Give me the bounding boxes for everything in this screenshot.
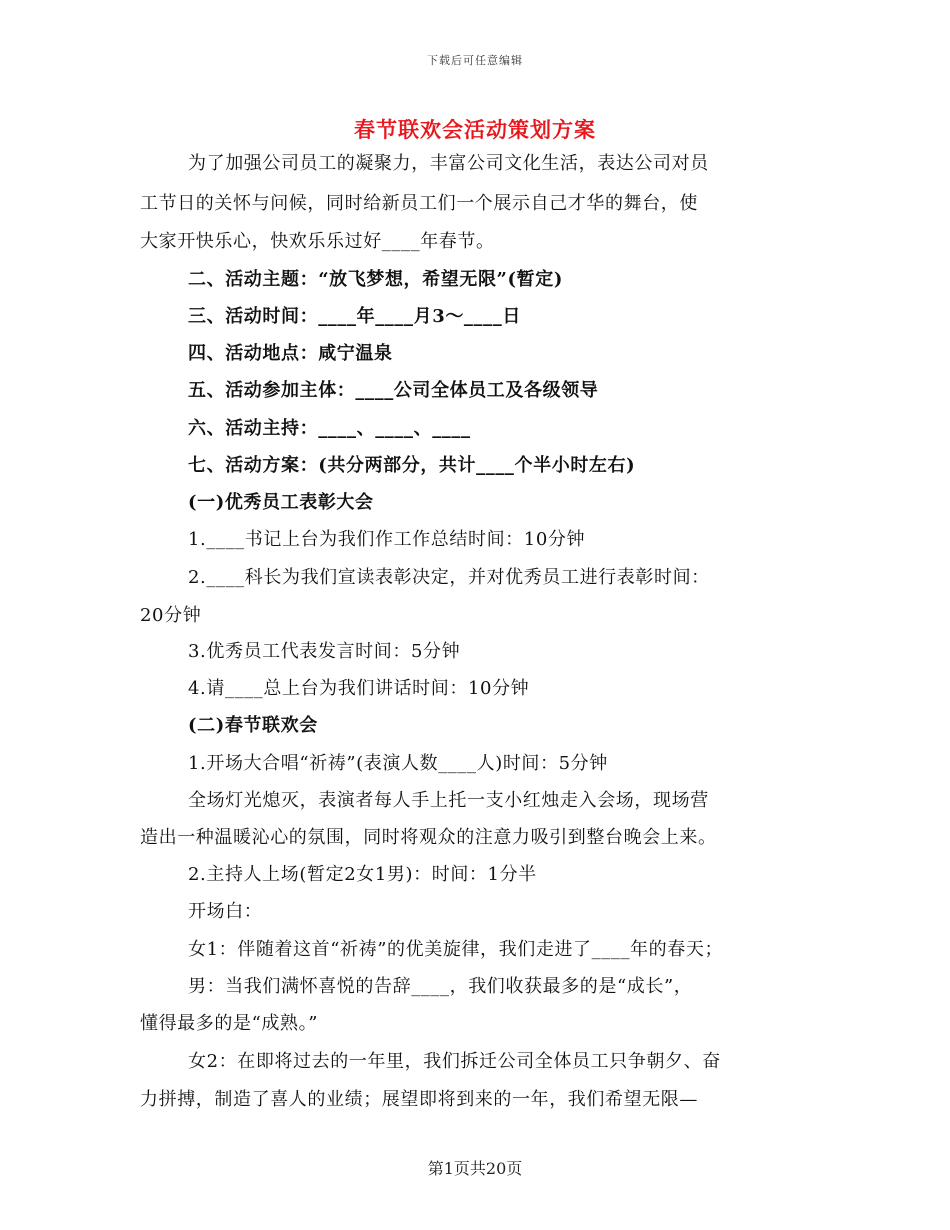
section-heading: 四、活动地点：咸宁温泉 [188, 343, 393, 364]
list-item: 2.____科长为我们宣读表彰决定，并对优秀员工进行表彰时间： [188, 567, 710, 588]
dialogue-line: 女1：伴随着这首“祈祷”的优美旋律，我们走进了____年的春天； [188, 939, 724, 960]
list-item: 1.____书记上台为我们作工作总结时间：10分钟 [188, 529, 586, 550]
paragraph-line: 开场白： [188, 901, 263, 922]
subsection-heading: (二)春节联欢会 [188, 715, 318, 736]
list-item: 3.优秀员工代表发言时间：5分钟 [188, 641, 461, 662]
paragraph-line: 为了加强公司员工的凝聚力，丰富公司文化生活，表达公司对员 [188, 153, 709, 174]
list-item-continuation: 20分钟 [140, 605, 202, 626]
list-item: 1.开场大合唱“祈祷”(表演人数____人)时间：5分钟 [188, 753, 608, 774]
page-number-footer: 第1页共20页 [427, 1159, 523, 1178]
paragraph-line: 全场灯光熄灭，表演者每人手上托一支小红烛走入会场，现场营 [188, 790, 709, 811]
section-heading: 三、活动时间：____年____月3～____日 [188, 306, 521, 327]
dialogue-line: 女2：在即将过去的一年里，我们拆迁公司全体员工只争朝夕、奋 [188, 1051, 721, 1072]
list-item: 4.请____总上台为我们讲话时间：10分钟 [188, 678, 530, 699]
section-heading: 二、活动主题：“放飞梦想，希望无限”(暂定) [188, 269, 563, 290]
paragraph-line: 工节日的关怀与问候，同时给新员工们一个展示自己才华的舞台，使 [140, 193, 698, 214]
list-item: 2.主持人上场(暂定2女1男)：时间：1分半 [188, 864, 537, 885]
subsection-heading: (一)优秀员工表彰大会 [188, 492, 374, 513]
paragraph-line: 造出一种温暖沁心的氛围，同时将观众的注意力吸引到整台晚会上来。 [140, 827, 717, 848]
dialogue-line: 男：当我们满怀喜悦的告辞____，我们收获最多的是“成长”， [188, 976, 693, 997]
dialogue-line: 力拼搏，制造了喜人的业绩；展望即将到来的一年，我们希望无限— [140, 1089, 698, 1110]
document-title: 春节联欢会活动策划方案 [354, 117, 596, 142]
section-heading: 七、活动方案：(共分两部分，共计____个半小时左右) [188, 455, 636, 476]
paragraph-line: 大家开快乐心，快欢乐乐过好____年春节。 [140, 231, 495, 252]
section-heading: 五、活动参加主体：____公司全体员工及各级领导 [188, 380, 599, 401]
page-header-note: 下载后可任意编辑 [427, 54, 523, 67]
dialogue-line: 懂得最多的是“成熟。” [140, 1013, 319, 1034]
section-heading: 六、活动主持：____、____、____ [188, 418, 471, 439]
